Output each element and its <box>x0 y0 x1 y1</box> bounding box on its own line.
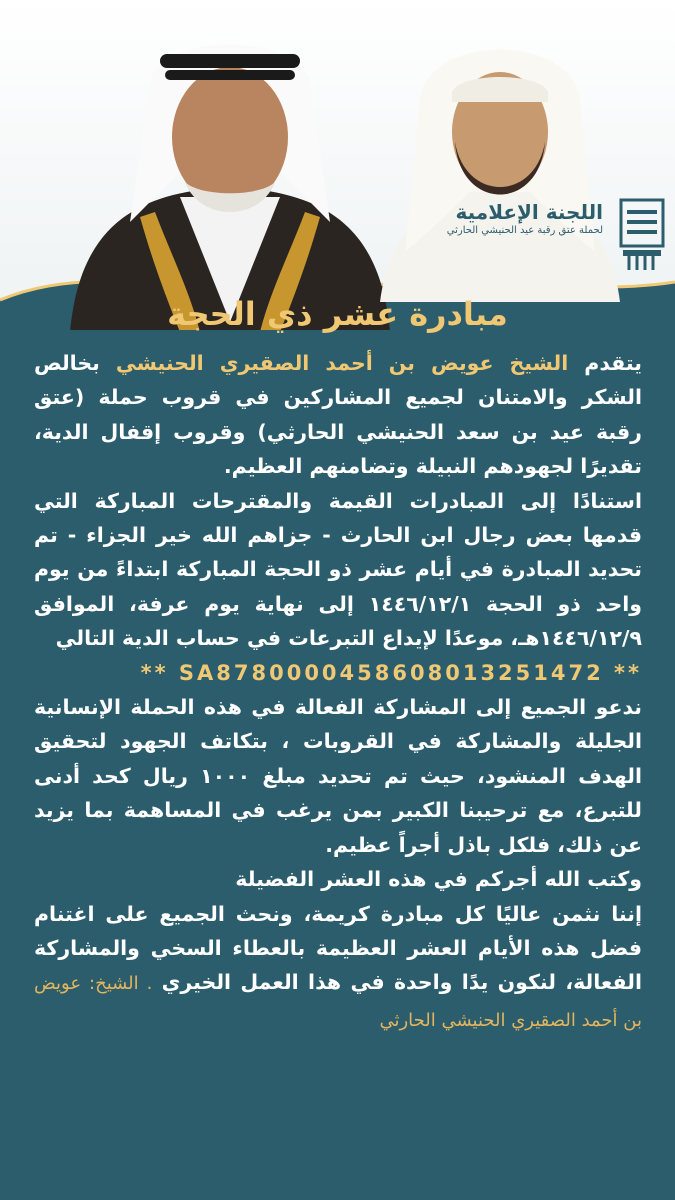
paragraph-thanks <box>34 346 642 484</box>
announcement-body <box>34 346 642 1038</box>
media-committee-label <box>443 200 603 238</box>
para1-prefix: يتقدم <box>568 351 642 375</box>
para5-text: إننا نثمن عاليًا كل مبادرة كريمة، ونحث الجميع على اغتنام فضل هذه الأيام العشر العظيمة بالعطاء السخي والمشاركة الفعالة، لنكون يدًا واحدة في هذا العمل الخيري <box>34 901 642 995</box>
paragraph-blessing: وكتب الله أجركم في هذه العشر الفضيلة <box>235 867 642 892</box>
header-banner <box>0 0 675 330</box>
paragraph-appreciation <box>34 897 642 1039</box>
portrait-sheikh-icon <box>380 22 620 302</box>
page-title: مبادرة عشر ذي الحجة <box>167 295 508 333</box>
paragraph-invitation: ندعو الجميع إلى المشاركة الفعالة في هذه الحملة الإنسانية الجليلة والمشاركة في القروبات ، بتكاتف الجهود لتحقيق الهدف المنشود، حيث تم تحديد مبلغ ١٠٠٠ ريال كحد أدنى للتبرع، مع ترحيبنا الكبير بمن يرغب في المساهمة بما يزيد عن ذلك، فلكل باذل أجراً عظيم. <box>34 695 642 857</box>
media-committee-subtitle: لحملة عتق رقبة عيد الحنيشي الحارثي <box>446 225 603 236</box>
paragraph-initiative: استنادًا إلى المبادرات القيمة والمقترحات المباركة التي قدمها بعض رجال ابن الحارث - جزاهم الله خير الجزاء - تم تحديد المبادرة في أيام عشر ذو الحجة المباركة ابتداءً من يوم واحد ذو الحجة ١٤٤٦/١٢/١ إلى نهاية يوم عرفة، الموافق ١٤٤٦/١٢/٩هـ، موعدًا لإيداع التبرعات في حساب الدية التالي <box>34 488 642 651</box>
campaign-logo-icon <box>617 196 667 276</box>
media-committee-title: اللجنة الإعلامية <box>455 200 603 224</box>
iban-account-number: ** SA8780000458608013251472 ** <box>140 660 642 685</box>
portrait-elder-icon <box>60 22 400 330</box>
sheikh-name-highlight: الشيخ عويض بن أحمد الصقيري الحنيشي <box>115 351 569 375</box>
para1-rest: بخالص الشكر والامتنان لجميع المشاركين في قروب حملة (عتق رقبة عيد بن سعد الحنيشي الحارثي) وقروب إقفال الدية، تقديرًا لجهودهم النبيلة وتضامنهم العظيم. <box>34 351 642 479</box>
signature: . الشيخ: عويض بن أحمد الصقيري الحنيشي الحارثي <box>34 973 642 1031</box>
